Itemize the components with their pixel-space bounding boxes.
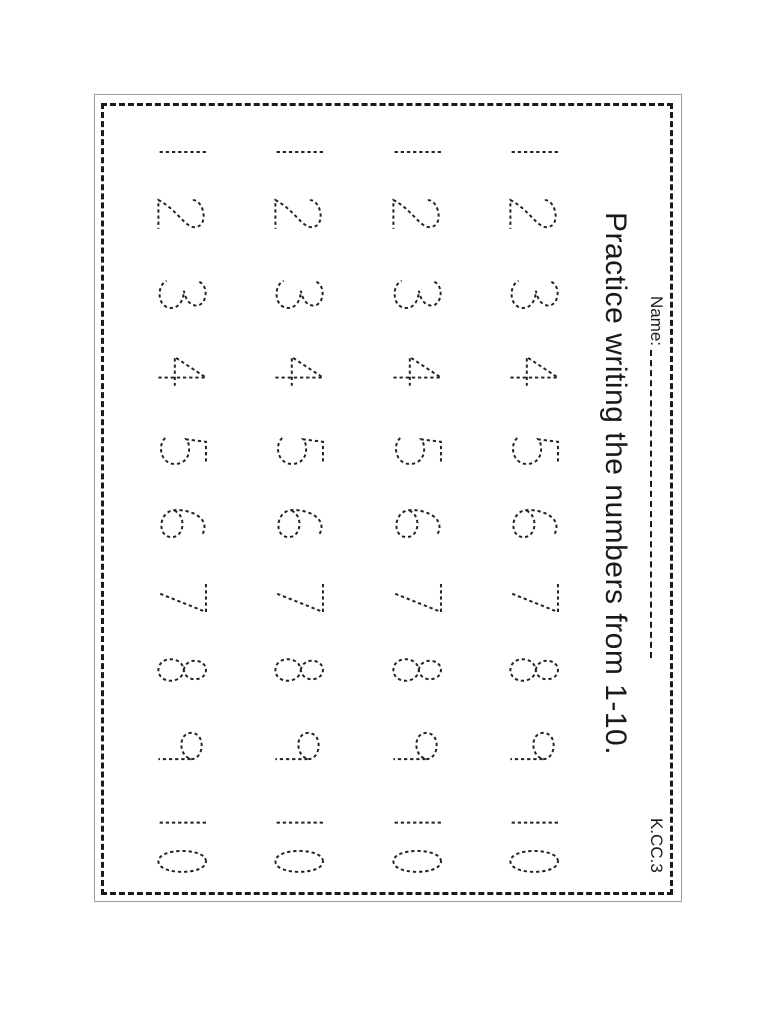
trace-glyph-4 <box>510 357 558 386</box>
trace-digit-8 <box>158 659 206 681</box>
trace-digit-4 <box>158 357 206 386</box>
tracing-row <box>158 152 206 872</box>
trace-glyph-4 <box>393 357 441 386</box>
trace-glyph-0 <box>158 851 206 872</box>
trace-digit-9 <box>275 733 318 759</box>
trace-glyph-3 <box>160 281 206 308</box>
trace-digit-3 <box>277 281 323 308</box>
trace-glyph-5 <box>513 437 558 464</box>
trace-digit-2 <box>275 200 320 229</box>
trace-glyph-7 <box>510 584 558 612</box>
trace-glyph-7 <box>393 584 441 612</box>
trace-digit-6 <box>278 510 321 537</box>
trace-digit-10 <box>275 823 323 872</box>
worksheet-title: Practice writing the numbers from 1-10. <box>599 212 632 756</box>
trace-digit-4 <box>510 357 558 386</box>
trace-digit-7 <box>393 584 441 612</box>
trace-digit-9 <box>158 733 201 759</box>
trace-digit-5 <box>278 437 323 464</box>
trace-glyph-6 <box>278 510 321 537</box>
trace-glyph-8 <box>275 659 323 681</box>
trace-glyph-3 <box>277 281 323 308</box>
trace-glyph-5 <box>278 437 323 464</box>
trace-glyph-9 <box>510 733 553 759</box>
trace-glyph-4 <box>158 357 206 386</box>
trace-digit-3 <box>160 281 206 308</box>
trace-digit-6 <box>161 510 204 537</box>
trace-digit-7 <box>158 584 206 612</box>
trace-glyph-2 <box>158 200 203 229</box>
standard-code: K.CC.3 <box>647 818 666 873</box>
tracing-row <box>393 152 441 872</box>
trace-glyph-7 <box>275 584 323 612</box>
trace-glyph-5 <box>161 437 206 464</box>
trace-digit-5 <box>161 437 206 464</box>
trace-digit-9 <box>393 733 436 759</box>
trace-glyph-6 <box>396 510 439 537</box>
trace-glyph-9 <box>158 733 201 759</box>
trace-digit-4 <box>393 357 441 386</box>
trace-digit-4 <box>275 357 323 386</box>
trace-digit-2 <box>393 200 438 229</box>
trace-glyph-3 <box>512 281 558 308</box>
trace-digit-10 <box>393 823 441 872</box>
name-label: Name: <box>647 296 666 347</box>
trace-digit-3 <box>512 281 558 308</box>
trace-digit-5 <box>396 437 441 464</box>
trace-glyph-7 <box>158 584 206 612</box>
tracing-row <box>275 152 323 872</box>
trace-digit-6 <box>396 510 439 537</box>
trace-glyph-2 <box>393 200 438 229</box>
trace-glyph-8 <box>393 659 441 681</box>
trace-digit-8 <box>393 659 441 681</box>
tracing-row <box>510 152 558 872</box>
trace-glyph-6 <box>513 510 556 537</box>
trace-digit-9 <box>510 733 553 759</box>
trace-digit-2 <box>510 200 555 229</box>
trace-glyph-9 <box>275 733 318 759</box>
trace-digit-10 <box>158 823 206 872</box>
trace-digit-5 <box>513 437 558 464</box>
trace-digit-7 <box>275 584 323 612</box>
trace-glyph-8 <box>510 659 558 681</box>
trace-digit-7 <box>510 584 558 612</box>
trace-glyph-0 <box>275 851 323 872</box>
trace-glyph-5 <box>396 437 441 464</box>
trace-glyph-2 <box>510 200 555 229</box>
trace-digit-6 <box>513 510 556 537</box>
trace-glyph-0 <box>393 851 441 872</box>
trace-digit-10 <box>510 823 558 872</box>
trace-glyph-0 <box>510 851 558 872</box>
trace-glyph-9 <box>393 733 436 759</box>
trace-digit-2 <box>158 200 203 229</box>
trace-digit-3 <box>395 281 441 308</box>
trace-glyph-3 <box>395 281 441 308</box>
trace-glyph-2 <box>275 200 320 229</box>
trace-glyph-4 <box>275 357 323 386</box>
trace-glyph-6 <box>161 510 204 537</box>
trace-digit-8 <box>275 659 323 681</box>
trace-glyph-8 <box>158 659 206 681</box>
trace-digit-8 <box>510 659 558 681</box>
